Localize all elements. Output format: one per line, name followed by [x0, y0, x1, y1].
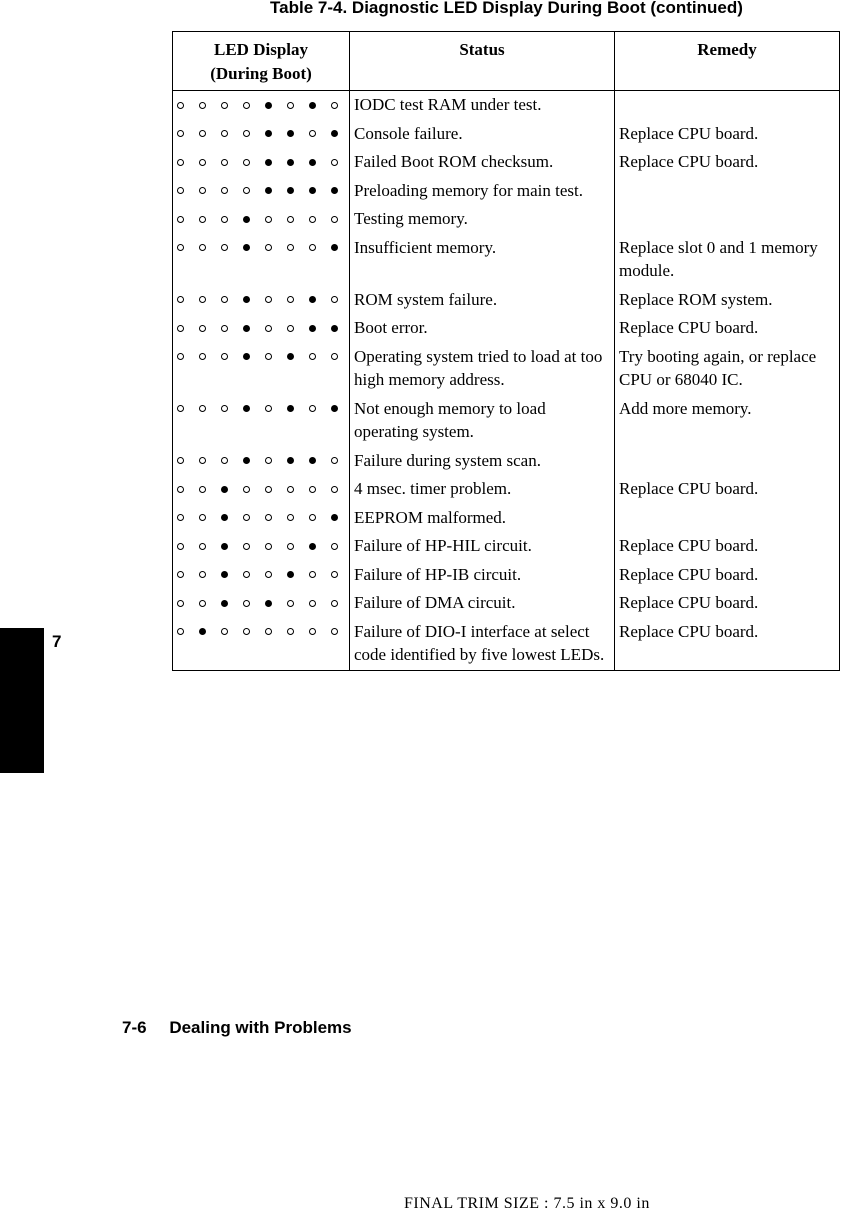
led-off-icon: [309, 514, 316, 521]
led-off-icon: [177, 296, 184, 303]
led-off-icon: [243, 159, 250, 166]
led-off-icon: [199, 159, 206, 166]
led-on-icon: [243, 457, 250, 464]
table-header-row: [173, 32, 840, 91]
led-off-icon: [243, 628, 250, 635]
led-off-icon: [199, 187, 206, 194]
status-cell: Operating system tried to load at too high memory address.: [350, 343, 615, 395]
led-off-icon: [221, 159, 228, 166]
led-off-icon: [287, 102, 294, 109]
led-off-icon: [199, 216, 206, 223]
led-off-icon: [177, 216, 184, 223]
led-pattern: [173, 561, 350, 590]
led-off-icon: [287, 296, 294, 303]
led-off-icon: [243, 486, 250, 493]
led-off-icon: [199, 571, 206, 578]
led-off-icon: [199, 102, 206, 109]
led-off-icon: [265, 216, 272, 223]
led-off-icon: [199, 325, 206, 332]
led-off-icon: [199, 353, 206, 360]
led-off-icon: [199, 514, 206, 521]
led-off-icon: [265, 325, 272, 332]
led-on-icon: [287, 353, 294, 360]
led-pattern: [173, 91, 350, 120]
table-row: [173, 120, 840, 149]
led-off-icon: [177, 457, 184, 464]
led-off-icon: [177, 353, 184, 360]
led-on-icon: [331, 244, 338, 251]
led-off-icon: [221, 296, 228, 303]
led-on-icon: [265, 159, 272, 166]
led-on-icon: [287, 187, 294, 194]
led-off-icon: [287, 216, 294, 223]
led-off-icon: [331, 159, 338, 166]
led-off-icon: [243, 600, 250, 607]
led-off-icon: [177, 405, 184, 412]
remedy-cell: Replace CPU board.: [615, 618, 840, 671]
led-off-icon: [331, 543, 338, 550]
remedy-cell: Replace slot 0 and 1 memory module.: [615, 234, 840, 286]
led-off-icon: [199, 296, 206, 303]
header-status: Status: [350, 32, 615, 91]
led-on-icon: [331, 405, 338, 412]
led-off-icon: [177, 244, 184, 251]
led-on-icon: [287, 130, 294, 137]
led-pattern: [173, 395, 350, 447]
led-pattern: [173, 286, 350, 315]
status-cell: Boot error.: [350, 314, 615, 343]
led-on-icon: [309, 296, 316, 303]
led-off-icon: [265, 457, 272, 464]
remedy-cell: [615, 504, 840, 533]
remedy-cell: [615, 447, 840, 476]
led-off-icon: [221, 457, 228, 464]
led-off-icon: [177, 159, 184, 166]
page-number: 7-6: [122, 1018, 147, 1037]
table-row: [173, 504, 840, 533]
remedy-cell: Add more memory.: [615, 395, 840, 447]
remedy-cell: Replace CPU board.: [615, 475, 840, 504]
led-off-icon: [243, 543, 250, 550]
status-cell: Failure of HP-HIL circuit.: [350, 532, 615, 561]
status-cell: Not enough memory to load operating system.: [350, 395, 615, 447]
led-on-icon: [221, 514, 228, 521]
status-cell: EEPROM malformed.: [350, 504, 615, 533]
led-pattern: [173, 343, 350, 395]
led-off-icon: [287, 543, 294, 550]
led-off-icon: [199, 405, 206, 412]
status-cell: 4 msec. timer problem.: [350, 475, 615, 504]
led-off-icon: [177, 543, 184, 550]
led-on-icon: [221, 600, 228, 607]
status-cell: Failure of HP-IB circuit.: [350, 561, 615, 590]
led-pattern: [173, 447, 350, 476]
led-off-icon: [199, 244, 206, 251]
status-cell: Console failure.: [350, 120, 615, 149]
header-remedy: Remedy: [615, 32, 840, 91]
led-on-icon: [309, 543, 316, 550]
led-off-icon: [287, 514, 294, 521]
led-on-icon: [287, 159, 294, 166]
led-off-icon: [265, 296, 272, 303]
led-on-icon: [309, 457, 316, 464]
led-off-icon: [265, 571, 272, 578]
led-on-icon: [265, 102, 272, 109]
led-off-icon: [287, 486, 294, 493]
led-on-icon: [309, 102, 316, 109]
led-off-icon: [331, 102, 338, 109]
led-off-icon: [331, 600, 338, 607]
led-on-icon: [243, 216, 250, 223]
led-off-icon: [221, 628, 228, 635]
led-off-icon: [309, 216, 316, 223]
chapter-tab-number: 7: [52, 632, 62, 651]
led-off-icon: [287, 628, 294, 635]
table-row: [173, 618, 840, 671]
remedy-cell: Try booting again, or replace CPU or 68040 IC.: [615, 343, 840, 395]
table-title: Table 7-4. Diagnostic LED Display During Boot (continued): [270, 0, 743, 17]
status-cell: Failure of DIO-I interface at select code identified by five lowest LEDs.: [350, 618, 615, 671]
led-off-icon: [221, 130, 228, 137]
remedy-cell: Replace CPU board.: [615, 148, 840, 177]
led-off-icon: [221, 102, 228, 109]
led-off-icon: [221, 216, 228, 223]
led-on-icon: [243, 405, 250, 412]
led-off-icon: [177, 130, 184, 137]
led-off-icon: [243, 571, 250, 578]
remedy-cell: [615, 205, 840, 234]
led-on-icon: [265, 130, 272, 137]
led-off-icon: [331, 571, 338, 578]
led-off-icon: [177, 628, 184, 635]
led-off-icon: [309, 571, 316, 578]
led-on-icon: [309, 325, 316, 332]
page-footer: [122, 1018, 352, 1038]
led-on-icon: [265, 600, 272, 607]
status-cell: Failure during system scan.: [350, 447, 615, 476]
led-on-icon: [309, 159, 316, 166]
led-off-icon: [177, 514, 184, 521]
chapter-side-tab: [0, 628, 44, 773]
led-off-icon: [331, 628, 338, 635]
led-off-icon: [177, 325, 184, 332]
led-off-icon: [177, 187, 184, 194]
led-pattern: [173, 504, 350, 533]
led-off-icon: [287, 600, 294, 607]
led-on-icon: [287, 405, 294, 412]
table-row: [173, 314, 840, 343]
led-on-icon: [243, 296, 250, 303]
table-row: [173, 234, 840, 286]
remedy-cell: Replace CPU board.: [615, 532, 840, 561]
led-on-icon: [243, 325, 250, 332]
led-off-icon: [221, 244, 228, 251]
led-off-icon: [265, 628, 272, 635]
led-off-icon: [287, 244, 294, 251]
diagnostic-led-table: [172, 31, 840, 671]
led-off-icon: [177, 600, 184, 607]
table-row: [173, 177, 840, 206]
led-off-icon: [331, 216, 338, 223]
led-on-icon: [243, 353, 250, 360]
status-cell: ROM system failure.: [350, 286, 615, 315]
led-pattern: [173, 618, 350, 671]
remedy-cell: Replace CPU board.: [615, 561, 840, 590]
led-off-icon: [199, 130, 206, 137]
led-pattern: [173, 148, 350, 177]
status-cell: Preloading memory for main test.: [350, 177, 615, 206]
led-off-icon: [221, 187, 228, 194]
led-pattern: [173, 314, 350, 343]
led-pattern: [173, 205, 350, 234]
table-row: [173, 343, 840, 395]
led-on-icon: [199, 628, 206, 635]
remedy-cell: Replace ROM system.: [615, 286, 840, 315]
led-off-icon: [265, 244, 272, 251]
led-off-icon: [265, 543, 272, 550]
table-row: [173, 205, 840, 234]
led-on-icon: [287, 571, 294, 578]
table-row: [173, 589, 840, 618]
led-off-icon: [177, 486, 184, 493]
led-pattern: [173, 475, 350, 504]
led-off-icon: [177, 102, 184, 109]
table-row: [173, 395, 840, 447]
led-off-icon: [221, 405, 228, 412]
led-off-icon: [309, 130, 316, 137]
led-on-icon: [221, 486, 228, 493]
led-off-icon: [265, 514, 272, 521]
led-pattern: [173, 234, 350, 286]
footer-section-title: Dealing with Problems: [169, 1018, 352, 1037]
led-off-icon: [243, 187, 250, 194]
remedy-cell: Replace CPU board.: [615, 589, 840, 618]
led-off-icon: [331, 353, 338, 360]
trim-size-note: FINAL TRIM SIZE : 7.5 in x 9.0 in: [404, 1195, 650, 1212]
led-off-icon: [331, 457, 338, 464]
table-row: [173, 532, 840, 561]
led-off-icon: [243, 102, 250, 109]
table-row: [173, 475, 840, 504]
status-cell: IODC test RAM under test.: [350, 91, 615, 120]
table-row: [173, 447, 840, 476]
led-on-icon: [221, 543, 228, 550]
led-off-icon: [265, 353, 272, 360]
led-off-icon: [199, 486, 206, 493]
led-off-icon: [243, 514, 250, 521]
led-off-icon: [199, 543, 206, 550]
led-off-icon: [243, 130, 250, 137]
led-off-icon: [309, 600, 316, 607]
led-pattern: [173, 589, 350, 618]
led-off-icon: [309, 244, 316, 251]
table-row: [173, 561, 840, 590]
led-off-icon: [265, 405, 272, 412]
status-cell: Insufficient memory.: [350, 234, 615, 286]
led-off-icon: [221, 353, 228, 360]
header-led-display: LED Display (During Boot): [173, 32, 350, 91]
led-off-icon: [287, 325, 294, 332]
remedy-cell: Replace CPU board.: [615, 314, 840, 343]
led-on-icon: [309, 187, 316, 194]
led-off-icon: [199, 600, 206, 607]
led-off-icon: [309, 628, 316, 635]
led-on-icon: [243, 244, 250, 251]
led-off-icon: [309, 405, 316, 412]
table-row: [173, 148, 840, 177]
table-row: [173, 286, 840, 315]
led-off-icon: [309, 486, 316, 493]
led-off-icon: [177, 571, 184, 578]
status-cell: Failure of DMA circuit.: [350, 589, 615, 618]
led-pattern: [173, 177, 350, 206]
remedy-cell: Replace CPU board.: [615, 120, 840, 149]
led-off-icon: [331, 296, 338, 303]
led-on-icon: [331, 325, 338, 332]
led-on-icon: [331, 187, 338, 194]
led-off-icon: [265, 486, 272, 493]
led-on-icon: [331, 130, 338, 137]
table-row: [173, 91, 840, 120]
led-pattern: [173, 532, 350, 561]
led-off-icon: [221, 325, 228, 332]
remedy-cell: [615, 91, 840, 120]
led-off-icon: [331, 486, 338, 493]
led-off-icon: [309, 353, 316, 360]
led-on-icon: [265, 187, 272, 194]
led-on-icon: [331, 514, 338, 521]
led-on-icon: [287, 457, 294, 464]
remedy-cell: [615, 177, 840, 206]
status-cell: Failed Boot ROM checksum.: [350, 148, 615, 177]
status-cell: Testing memory.: [350, 205, 615, 234]
led-on-icon: [221, 571, 228, 578]
led-off-icon: [199, 457, 206, 464]
led-pattern: [173, 120, 350, 149]
